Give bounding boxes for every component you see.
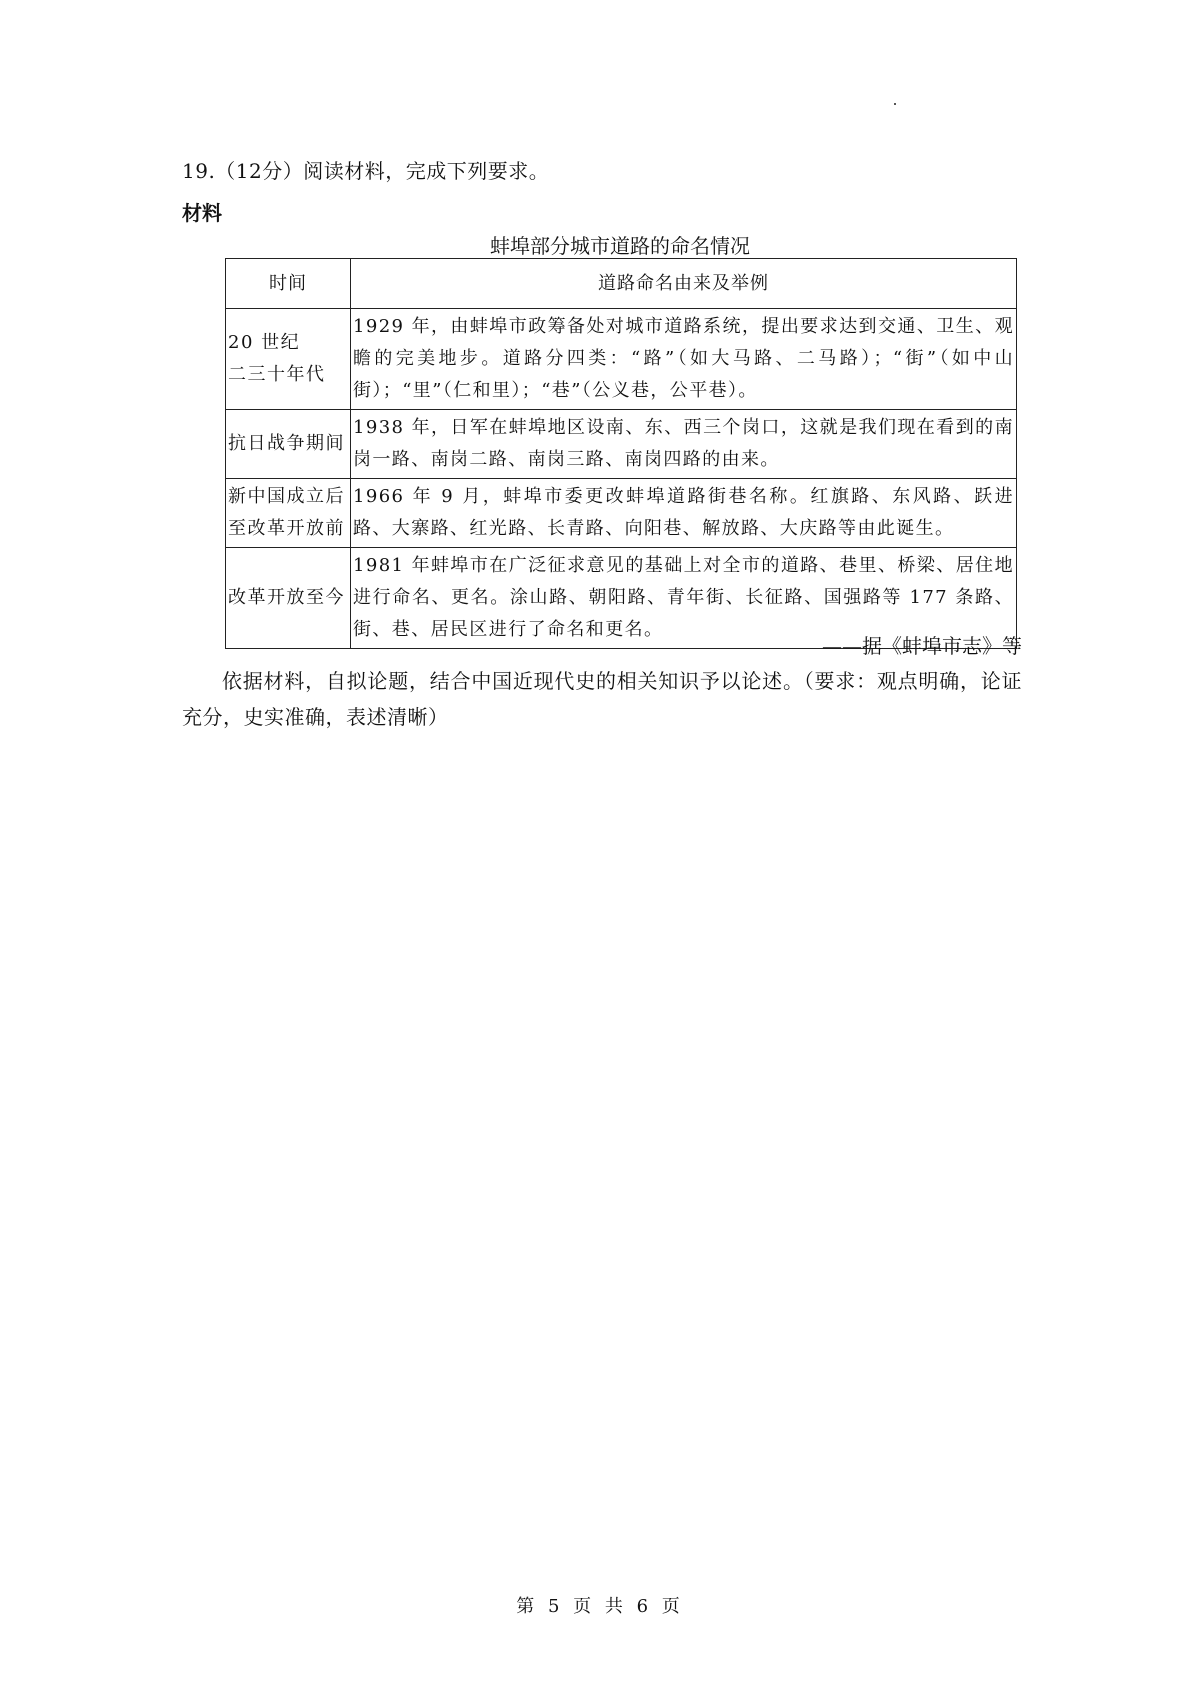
period-cell (226, 410, 351, 479)
naming-table (225, 258, 1017, 649)
scan-speck (894, 103, 896, 105)
material-label: 材料 (182, 201, 222, 225)
page-footer: 第 5 页 共 6 页 (516, 1596, 684, 1617)
period-line: 20 世纪 (228, 332, 301, 353)
table-row (226, 410, 1017, 479)
header-period: 时间 (226, 259, 351, 309)
description-cell: 1981 年蚌埠市在广泛征求意见的基础上对全市的道路、巷里、桥梁、居住地进行命名、更名。涂山路、朝阳路、青年街、长征路、国强路等 177 条路、街、巷、居民区进行了命名和更名。 (351, 548, 1017, 649)
description-cell: 1966 年 9 月，蚌埠市委更改蚌埠道路街巷名称。红旗路、东风路、跃进路、大寨路、红光路、长青路、向阳巷、解放路、大庆路等由此诞生。 (351, 479, 1017, 548)
period-cell (226, 548, 351, 649)
period-cell (226, 309, 351, 410)
description-cell: 1938 年，日军在蚌埠地区设南、东、西三个岗口，这就是我们现在看到的南岗一路、南岗二路、南岗三路、南岗四路的由来。 (351, 410, 1017, 479)
table-row (226, 479, 1017, 548)
essay-prompt: 依据材料，自拟论题，结合中国近现代史的相关知识予以论述。（要求：观点明确，论证充分，史实准确，表述清晰） (182, 669, 1022, 729)
period-line: 抗日战争期间 (228, 433, 345, 454)
question-header: 19.（12分）阅读材料，完成下列要求。 (182, 159, 550, 183)
period-cell (226, 479, 351, 548)
source-citation: ——据《蚌埠市志》等 (822, 634, 1022, 658)
period-line: 新中国成立后 (228, 486, 345, 507)
table-header-row (226, 259, 1017, 309)
table-title: 蚌埠部分城市道路的命名情况 (490, 234, 750, 258)
period-line: 改革开放至今 (228, 587, 345, 608)
header-description: 道路命名由来及举例 (351, 259, 1017, 309)
table-row (226, 309, 1017, 410)
period-line: 二三十年代 (228, 364, 326, 385)
period-line: 至改革开放前 (228, 518, 345, 539)
description-cell: 1929 年，由蚌埠市政筹备处对城市道路系统，提出要求达到交通、卫生、观瞻的完美地步。道路分四类：“路”（如大马路、二马路）；“街”（如中山街）；“里”（仁和里）；“巷”（公义巷，公平巷）。 (351, 309, 1017, 410)
